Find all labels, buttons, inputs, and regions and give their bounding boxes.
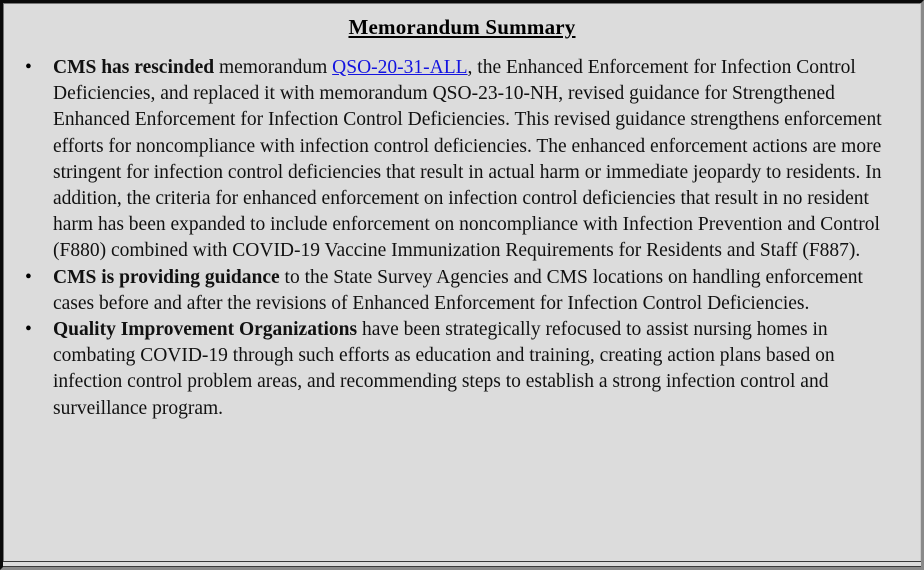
bottom-divider xyxy=(3,561,921,567)
bullet-text-after-link: , the Enhanced Enforcement for Infection Control Deficiencies, and replaced it with memorandum QSO-23-10-NH, revised guidance for Strengthened Enhanced Enforcement for Infection Control Deficiencies. This revised guidance strengthens enforcement efforts for noncompliance with infection control deficiencies. The enhanced enforcement actions are more stringent for infection control deficiencies that result in actual harm or immediate jeopardy to residents. In addition, the criteria for enhanced enforcement on infection control deficiencies that result in no resident harm has been expanded to include enforcement on noncompliance with Infection Prevention and Control (F880) combined with COVID-19 Vaccine Immunization Requirements for Residents and Staff (F887). xyxy=(53,57,882,262)
bullet-lead-text: CMS has rescinded xyxy=(53,57,215,78)
bullet-body-text: have been strategically refocused to assist nursing homes in combating COVID-19 through such efforts as education and training, creating action plans based on infection control problem areas, and recommending steps to establish a strong infection control and surveillance program. xyxy=(53,319,835,419)
list-item xyxy=(17,55,907,265)
memorandum-content xyxy=(3,3,921,567)
memorandum-bullet-list xyxy=(17,55,907,422)
bullet-point-icon: • xyxy=(25,57,32,78)
bullet-lead-text: Quality Improvement Organizations xyxy=(53,319,358,341)
page-title: Memorandum Summary xyxy=(348,15,576,39)
bullet-text-before-link: memorandum xyxy=(214,57,333,78)
list-item xyxy=(17,265,907,317)
qso-20-31-all-link[interactable]: QSO-20-31-ALL xyxy=(332,57,468,78)
bullet-lead-text: CMS is providing guidance xyxy=(53,266,280,288)
bullet-point-icon: • xyxy=(25,266,32,288)
bullet-body-text: to the State Survey Agencies and CMS locations on handling enforcement cases before and after the revisions of Enhanced Enforcement for Infection Control Deficiencies. xyxy=(53,266,863,314)
list-item xyxy=(17,317,907,422)
bullet-point-icon: • xyxy=(25,319,32,341)
